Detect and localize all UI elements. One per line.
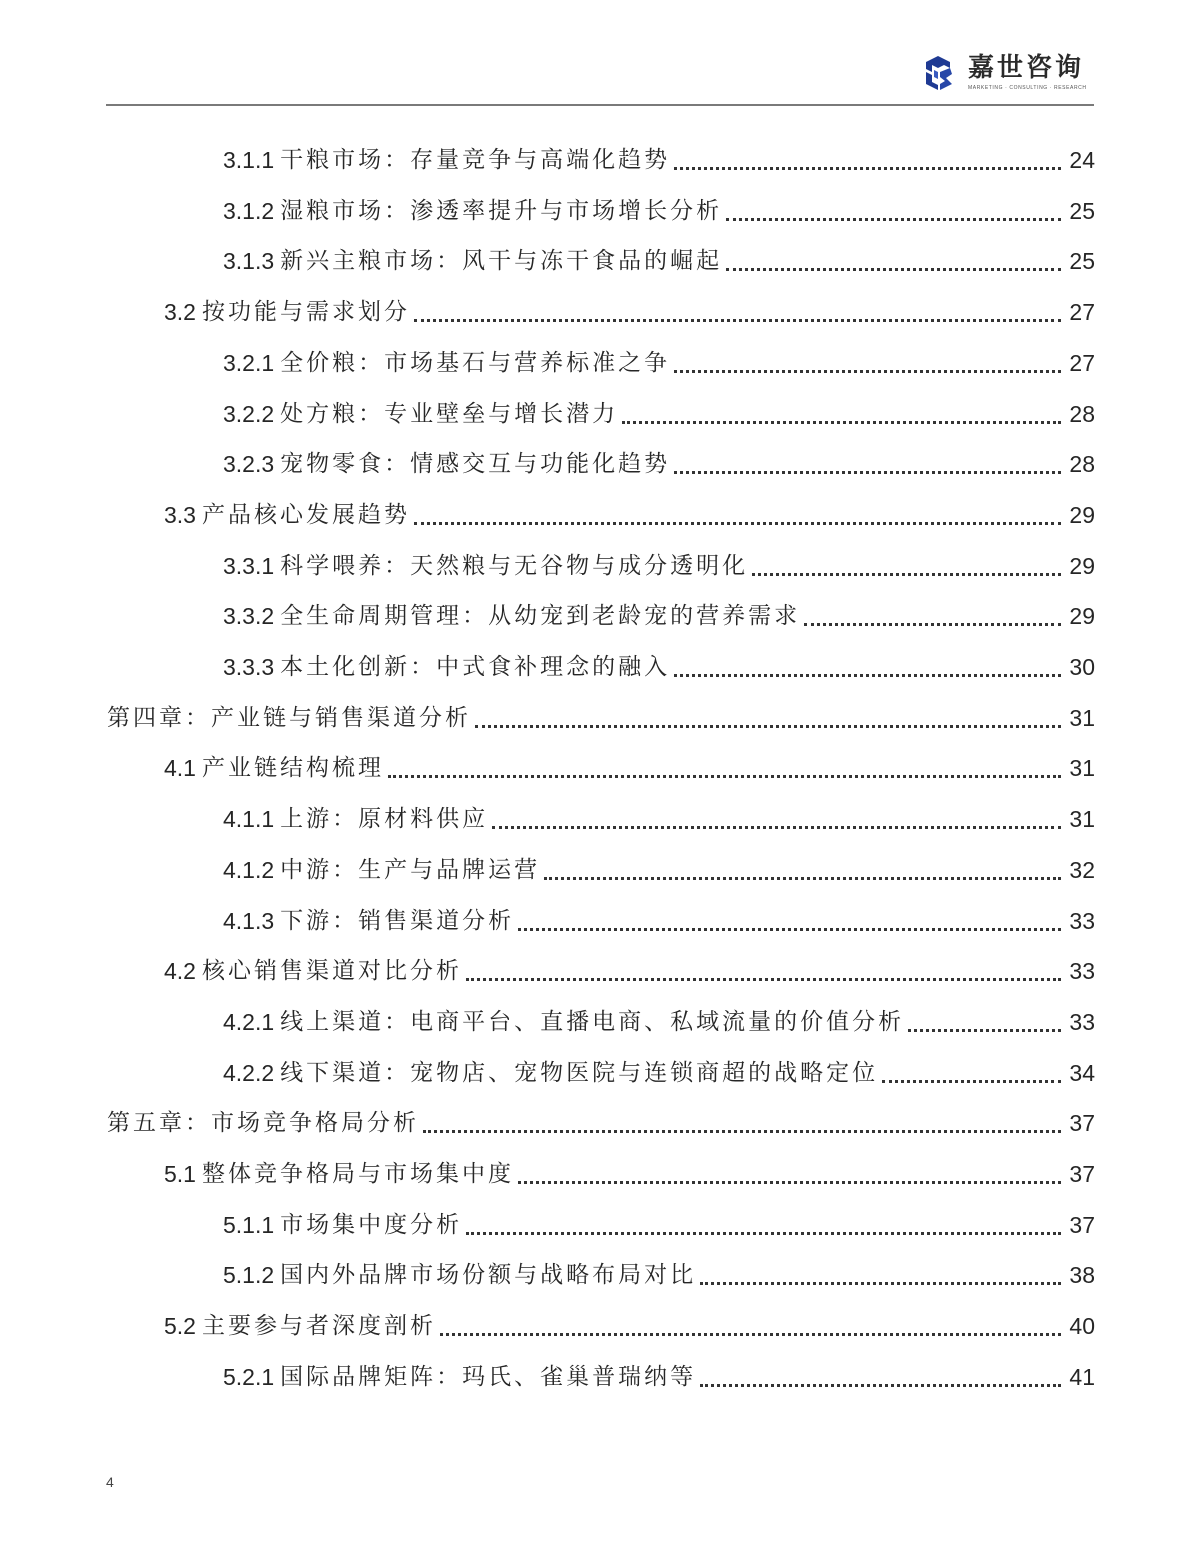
- toc-entry-title: 核心销售渠道对比分析: [201, 958, 462, 985]
- toc-entry-page: 30: [1069, 654, 1095, 680]
- toc-entry-number: 4.1.1: [223, 806, 275, 833]
- toc-entry-number: 5.1.2: [223, 1262, 275, 1289]
- toc-dot-leader: [518, 1180, 1061, 1184]
- toc-entry[interactable]: [164, 748, 1095, 788]
- toc-entry-page: 24: [1069, 147, 1095, 173]
- toc-entry-title: 下游：销售渠道分析: [280, 907, 515, 934]
- header-divider: [106, 104, 1094, 106]
- toc-entry-title: 处方粮：专业壁垒与增长潜力: [280, 400, 619, 427]
- toc-entry[interactable]: [223, 241, 1095, 281]
- toc-entry-page: 28: [1069, 400, 1095, 427]
- toc-entry-number: 3.2: [164, 299, 196, 326]
- toc-entry-title: 第五章：市场竞争格局分析: [107, 1110, 419, 1137]
- toc-entry-title: 湿粮市场：渗透率提升与市场增长分析: [280, 197, 723, 224]
- toc-entry-title: 第四章：产业链与销售渠道分析: [107, 704, 471, 731]
- toc-entry[interactable]: [223, 1357, 1095, 1397]
- toc-entry-page: 31: [1069, 806, 1095, 833]
- toc-entry-page: 38: [1069, 1262, 1095, 1289]
- toc-dot-leader: [388, 774, 1061, 778]
- toc-dot-leader: [752, 572, 1061, 576]
- toc-entry-number: 4.2: [164, 958, 196, 985]
- toc-entry[interactable]: [107, 1103, 1095, 1143]
- toc-dot-leader: [544, 876, 1061, 880]
- toc-entry-title: 全价粮：市场基石与营养标准之争: [280, 349, 671, 376]
- toc-entry-number: 5.1: [164, 1161, 196, 1187]
- toc-entry-title: 主要参与者深度剖析: [201, 1313, 436, 1340]
- toc-entry-title: 国内外品牌市场份额与战略布局对比: [280, 1262, 697, 1289]
- toc-entry-page: 25: [1069, 248, 1095, 275]
- toc-entry-number: 5.2: [164, 1313, 196, 1340]
- jiashi-cube-logo-icon: [918, 52, 958, 92]
- toc-dot-leader: [700, 1281, 1061, 1285]
- toc-entry-number: 3.3.2: [223, 603, 275, 630]
- toc-entry-number: 4.1.2: [223, 856, 275, 883]
- toc-entry-title: 上游：原材料供应: [280, 806, 489, 833]
- toc-entry-page: 40: [1069, 1313, 1095, 1340]
- toc-entry-page: 37: [1069, 1211, 1095, 1238]
- toc-entry-number: 3.3.3: [223, 654, 275, 680]
- toc-dot-leader: [475, 724, 1061, 728]
- toc-entry-number: 3.3.1: [223, 552, 275, 579]
- toc-entry[interactable]: [164, 495, 1095, 535]
- toc-entry-page: 33: [1069, 1008, 1095, 1035]
- toc-entry[interactable]: [223, 546, 1095, 586]
- toc-entry-page: 31: [1069, 704, 1095, 731]
- toc-entry-number: 3.2.3: [223, 451, 275, 478]
- toc-dot-leader: [908, 1028, 1061, 1032]
- toc-entry-title: 新兴主粮市场：风干与冻干食品的崛起: [280, 248, 723, 275]
- toc-entry-page: 28: [1069, 451, 1095, 478]
- toc-entry-title: 产业链结构梳理: [201, 755, 384, 782]
- toc-entry-number: 4.2.1: [223, 1008, 275, 1035]
- toc-entry-title: 市场集中度分析: [280, 1211, 463, 1238]
- toc-entry[interactable]: [223, 647, 1095, 687]
- toc-entry[interactable]: [223, 1002, 1095, 1042]
- toc-entry[interactable]: [223, 799, 1095, 839]
- toc-dot-leader: [414, 318, 1061, 322]
- toc-entry-title: 产品核心发展趋势: [201, 501, 410, 528]
- toc-entry-title: 线下渠道：宠物店、宠物医院与连锁商超的战略定位: [280, 1059, 879, 1086]
- toc-dot-leader: [492, 825, 1061, 829]
- toc-entry[interactable]: [164, 951, 1095, 991]
- toc-entry[interactable]: [223, 191, 1095, 231]
- toc-entry-title: 线上渠道：电商平台、直播电商、私域流量的价值分析: [280, 1008, 905, 1035]
- toc-dot-leader: [674, 166, 1061, 170]
- toc-entry-page: 29: [1069, 552, 1095, 579]
- brand-name: 嘉世咨询: [968, 53, 1085, 83]
- toc-entry[interactable]: [223, 850, 1095, 890]
- toc-entry[interactable]: [223, 901, 1095, 941]
- toc-entry-title: 国际品牌矩阵：玛氏、雀巢普瑞纳等: [280, 1363, 697, 1390]
- toc-entry[interactable]: [223, 596, 1095, 636]
- toc-entry-page: 27: [1069, 299, 1095, 326]
- toc-entry[interactable]: [164, 1154, 1095, 1194]
- toc-entry-number: 3.1.3: [223, 248, 275, 275]
- toc-entry-title: 科学喂养：天然粮与无谷物与成分透明化: [280, 552, 749, 579]
- toc-entry-title: 全生命周期管理：从幼宠到老龄宠的营养需求: [280, 603, 801, 630]
- toc-entry-page: 37: [1069, 1161, 1095, 1187]
- page-number: 4: [106, 1474, 114, 1490]
- toc-entry[interactable]: [223, 140, 1095, 180]
- brand-tagline: MARKETING · CONSULTING · RESEARCH: [968, 85, 1087, 91]
- toc-dot-leader: [882, 1079, 1061, 1083]
- toc-dot-leader: [674, 673, 1061, 677]
- toc-entry[interactable]: [223, 343, 1095, 383]
- toc-entry[interactable]: [223, 1205, 1095, 1245]
- toc-entry-number: 3.2.1: [223, 349, 275, 376]
- toc-dot-leader: [700, 1383, 1061, 1387]
- toc-entry-number: 4.1.3: [223, 907, 275, 934]
- toc-dot-leader: [622, 420, 1061, 424]
- toc-entry-number: 3.2.2: [223, 400, 275, 427]
- toc-entry-number: 3.1.1: [223, 147, 275, 173]
- toc-entry-number: 5.1.1: [223, 1211, 275, 1238]
- toc-dot-leader: [414, 521, 1061, 525]
- toc-entry-page: 25: [1069, 197, 1095, 224]
- toc-dot-leader: [423, 1129, 1061, 1133]
- toc-entry-number: 3.3: [164, 501, 196, 528]
- toc-entry-number: 5.2.1: [223, 1363, 275, 1390]
- toc-entry-page: 34: [1069, 1059, 1095, 1086]
- toc-entry-title: 中游：生产与品牌运营: [280, 856, 541, 883]
- toc-entry-title: 按功能与需求划分: [201, 299, 410, 326]
- toc-dot-leader: [466, 977, 1061, 981]
- toc-entry-page: 27: [1069, 349, 1095, 376]
- toc-entry[interactable]: [223, 444, 1095, 484]
- toc-dot-leader: [518, 927, 1061, 931]
- toc-entry-number: 3.1.2: [223, 197, 275, 224]
- toc-entry-number: 4.1: [164, 755, 196, 782]
- toc-entry[interactable]: [223, 1255, 1095, 1295]
- toc-entry[interactable]: [164, 292, 1095, 332]
- brand-logo: [918, 52, 1087, 92]
- toc-entry-title: 整体竞争格局与市场集中度: [201, 1161, 514, 1187]
- toc-entry-number: 4.2.2: [223, 1059, 275, 1086]
- toc-entry[interactable]: [223, 394, 1095, 434]
- toc-entry-page: 37: [1069, 1110, 1095, 1137]
- toc-entry-page: 29: [1069, 603, 1095, 630]
- toc-entry-page: 29: [1069, 501, 1095, 528]
- toc-dot-leader: [674, 470, 1061, 474]
- toc-entry-page: 33: [1069, 907, 1095, 934]
- toc-dot-leader: [726, 217, 1061, 221]
- toc-entry[interactable]: [107, 698, 1095, 738]
- toc-entry-page: 32: [1069, 856, 1095, 883]
- toc-entry[interactable]: [223, 1053, 1095, 1093]
- toc-entry-title: 本土化创新：中式食补理念的融入: [280, 654, 671, 680]
- toc-entry-page: 31: [1069, 755, 1095, 782]
- toc-entry-page: 33: [1069, 958, 1095, 985]
- toc-entry-title: 干粮市场：存量竞争与高端化趋势: [280, 147, 671, 173]
- toc-entry-title: 宠物零食：情感交互与功能化趋势: [280, 451, 671, 478]
- toc-entry-page: 41: [1069, 1363, 1095, 1390]
- toc-dot-leader: [466, 1231, 1061, 1235]
- toc-dot-leader: [440, 1332, 1061, 1336]
- toc-dot-leader: [674, 369, 1061, 373]
- toc-dot-leader: [726, 267, 1061, 271]
- page-header: [0, 0, 1200, 110]
- toc-entry[interactable]: [164, 1306, 1095, 1346]
- toc-dot-leader: [804, 622, 1061, 626]
